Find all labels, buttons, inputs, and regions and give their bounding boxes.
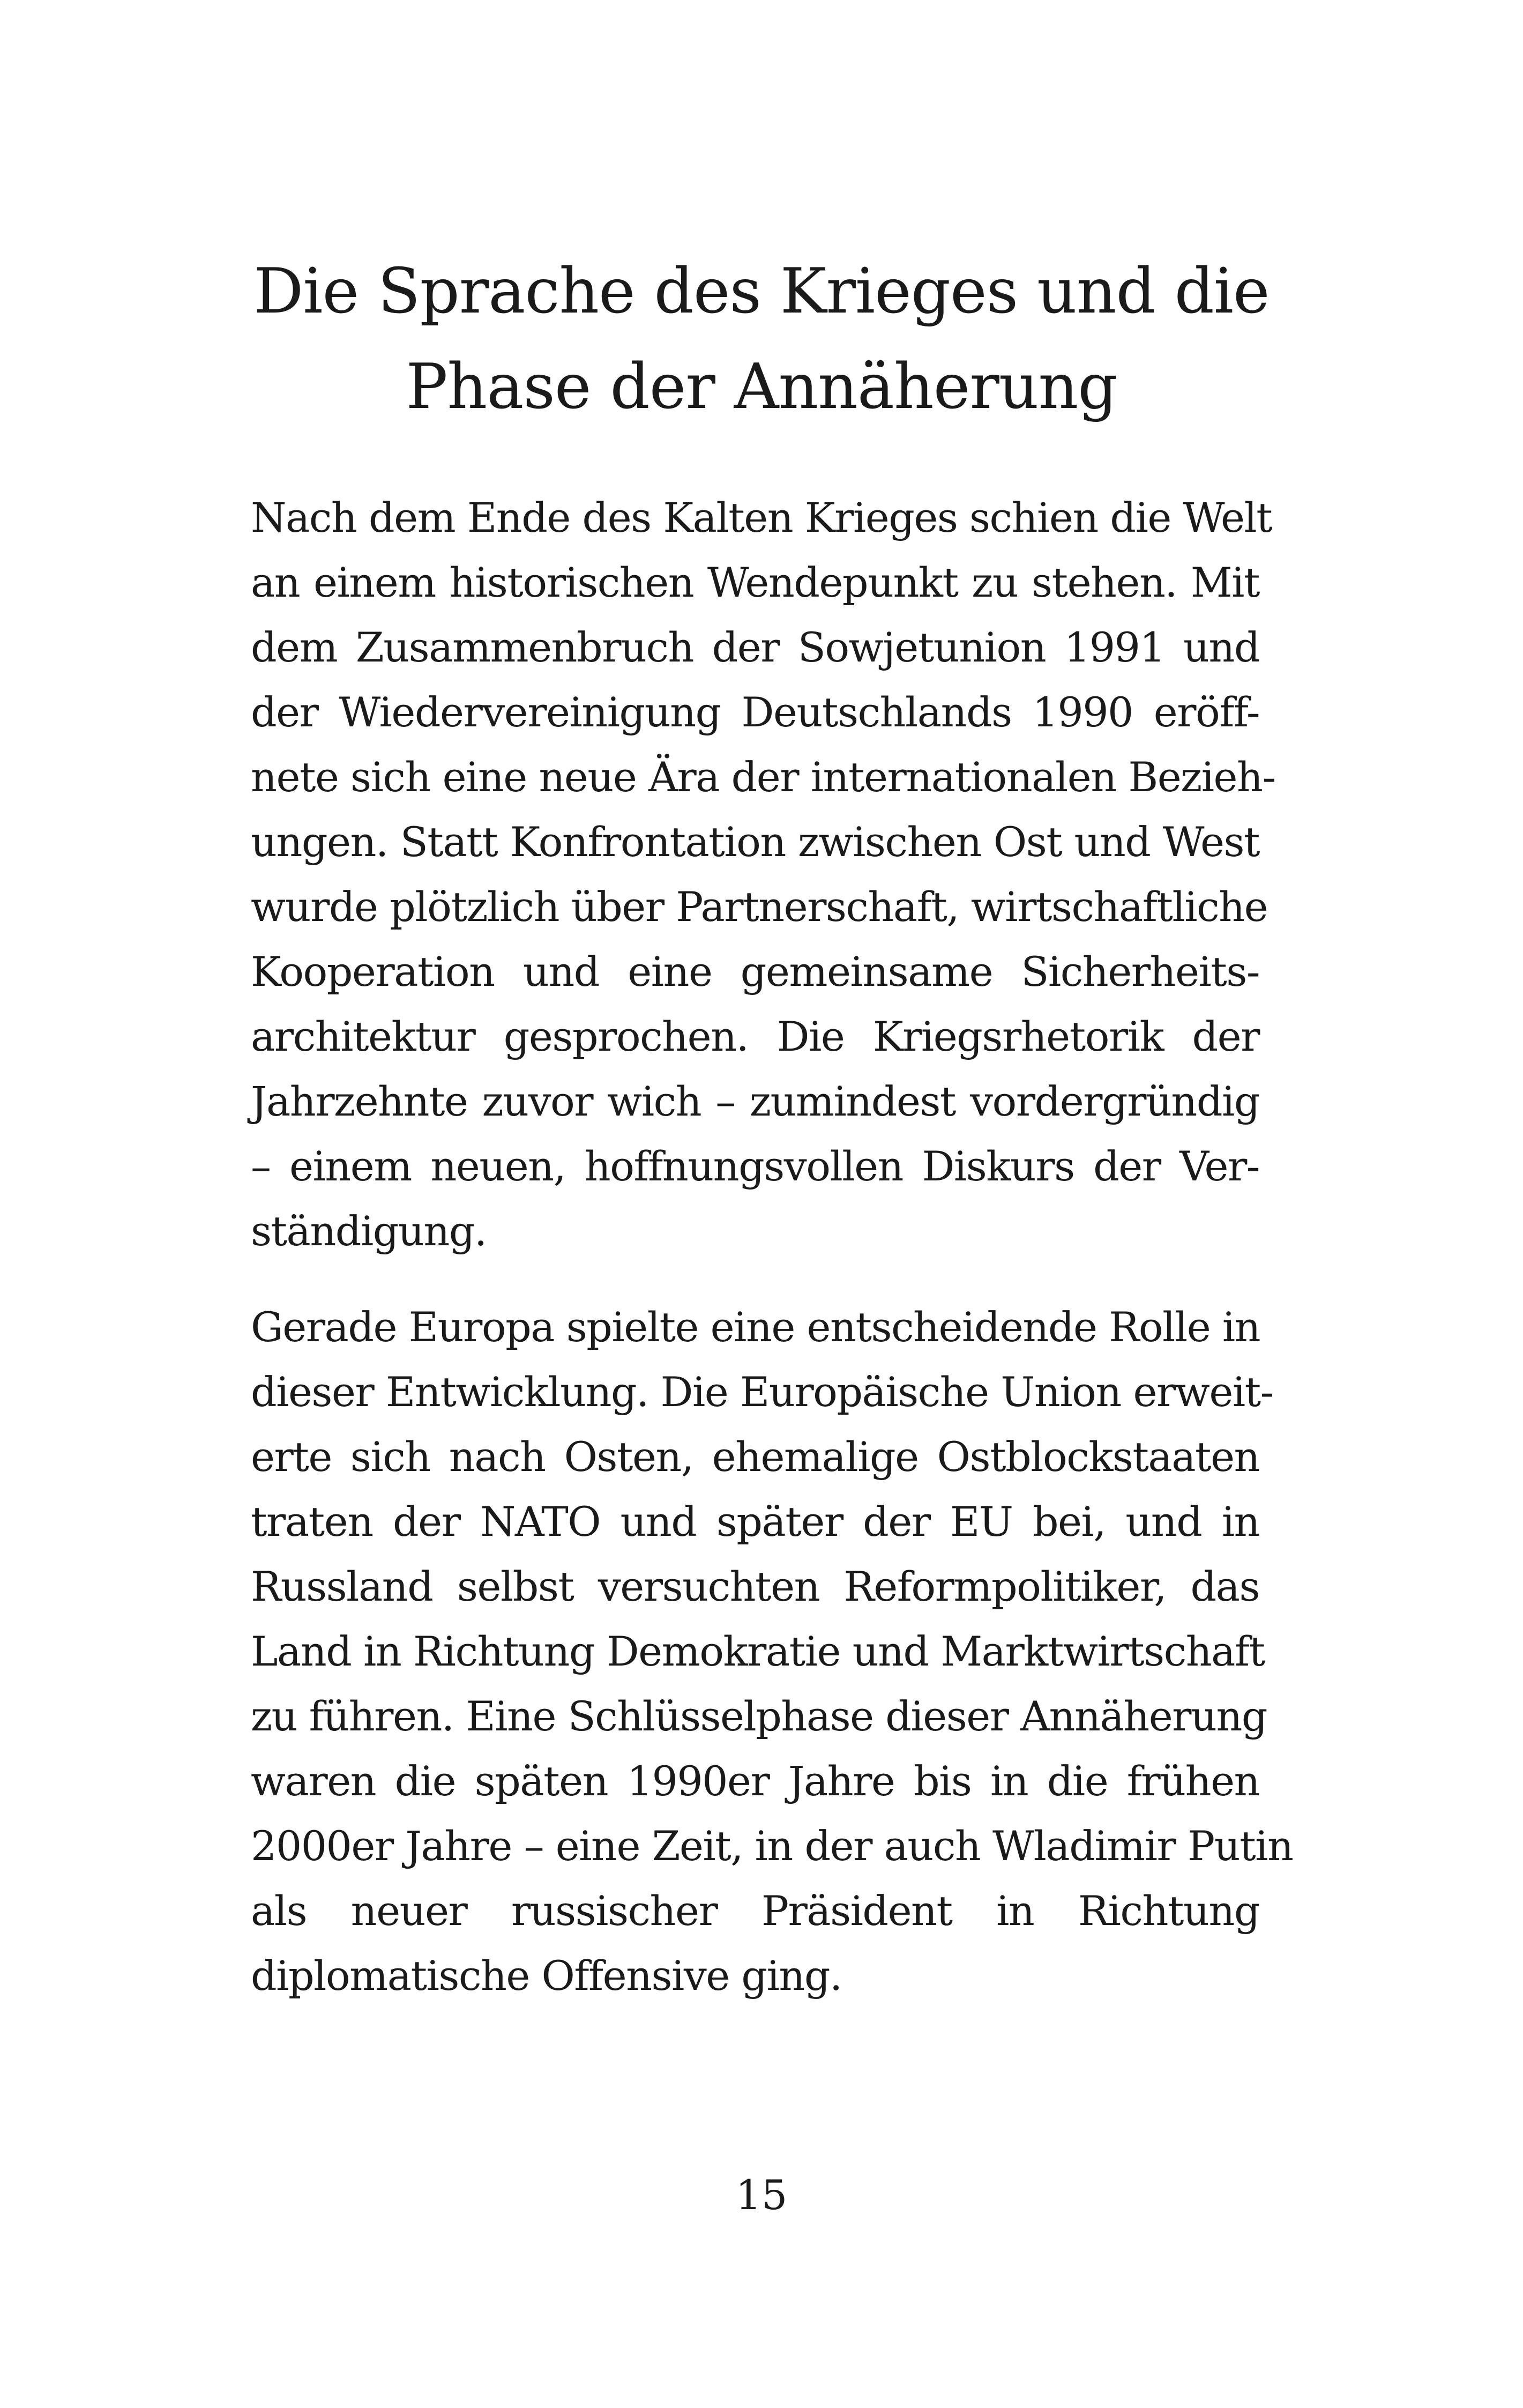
chapter-title-line: Die Sprache des Krieges und die: [253, 255, 1270, 328]
text-line: 2000er Jahre – eine Zeit, in der auch Wladimir Putin: [251, 1822, 1293, 1870]
text-line: architektur gesprochen. Die Kriegsrhetorik der: [251, 1013, 1259, 1060]
text-line: ungen. Statt Konfrontation zwischen Ost und West: [251, 818, 1259, 866]
text-line: zu führen. Eine Schlüsselphase dieser Annäherung: [251, 1692, 1267, 1740]
paragraph: [251, 485, 1275, 1264]
body-text: [251, 485, 1293, 2008]
text-line: dem Zusammenbruch der Sowjetunion 1991 und: [251, 623, 1259, 671]
text-line: diplomatische Offensive ging.: [251, 1952, 842, 2000]
text-line: erte sich nach Osten, ehemalige Ostblockstaaten: [251, 1433, 1259, 1481]
text-line: wurde plötzlich über Partnerschaft, wirtschaftliche: [251, 883, 1268, 931]
text-line: ständigung.: [251, 1207, 487, 1255]
text-line: Jahrzehnte zuvor wich – zumindest vordergründig: [251, 1077, 1259, 1125]
text-line: Russland selbst versuchten Reformpolitiker, das: [251, 1563, 1259, 1610]
text-line: – einem neuen, hoffnungsvollen Diskurs der Ver-: [251, 1142, 1259, 1190]
chapter-title-line: Phase der Annäherung: [406, 351, 1117, 423]
page-number: 15: [735, 2171, 788, 2219]
text-line: nete sich eine neue Ära der internationalen Bezieh-: [251, 753, 1275, 801]
text-line: als neuer russischer Präsident in Richtung: [251, 1887, 1259, 1935]
text-line: an einem historischen Wendepunkt zu stehen. Mit: [251, 559, 1259, 606]
chapter-title: [225, 244, 1298, 435]
text-line: der Wiedervereinigung Deutschlands 1990 eröff-: [251, 688, 1259, 736]
text-line: Nach dem Ende des Kalten Krieges schien die Welt: [251, 494, 1272, 541]
text-line: dieser Entwicklung. Die Europäische Union erweit-: [251, 1368, 1273, 1416]
text-line: traten der NATO und später der EU bei, und in: [251, 1498, 1259, 1545]
text-line: waren die späten 1990er Jahre bis in die frühen: [251, 1757, 1259, 1805]
paragraph-gap: [251, 1264, 1259, 1295]
text-line: Gerade Europa spielte eine entscheidende Rolle in: [251, 1303, 1260, 1351]
paragraph: [251, 1295, 1293, 2008]
text-line: Kooperation und eine gemeinsame Sicherheits-: [251, 948, 1259, 995]
text-line: Land in Richtung Demokratie und Marktwirtschaft: [251, 1627, 1265, 1675]
